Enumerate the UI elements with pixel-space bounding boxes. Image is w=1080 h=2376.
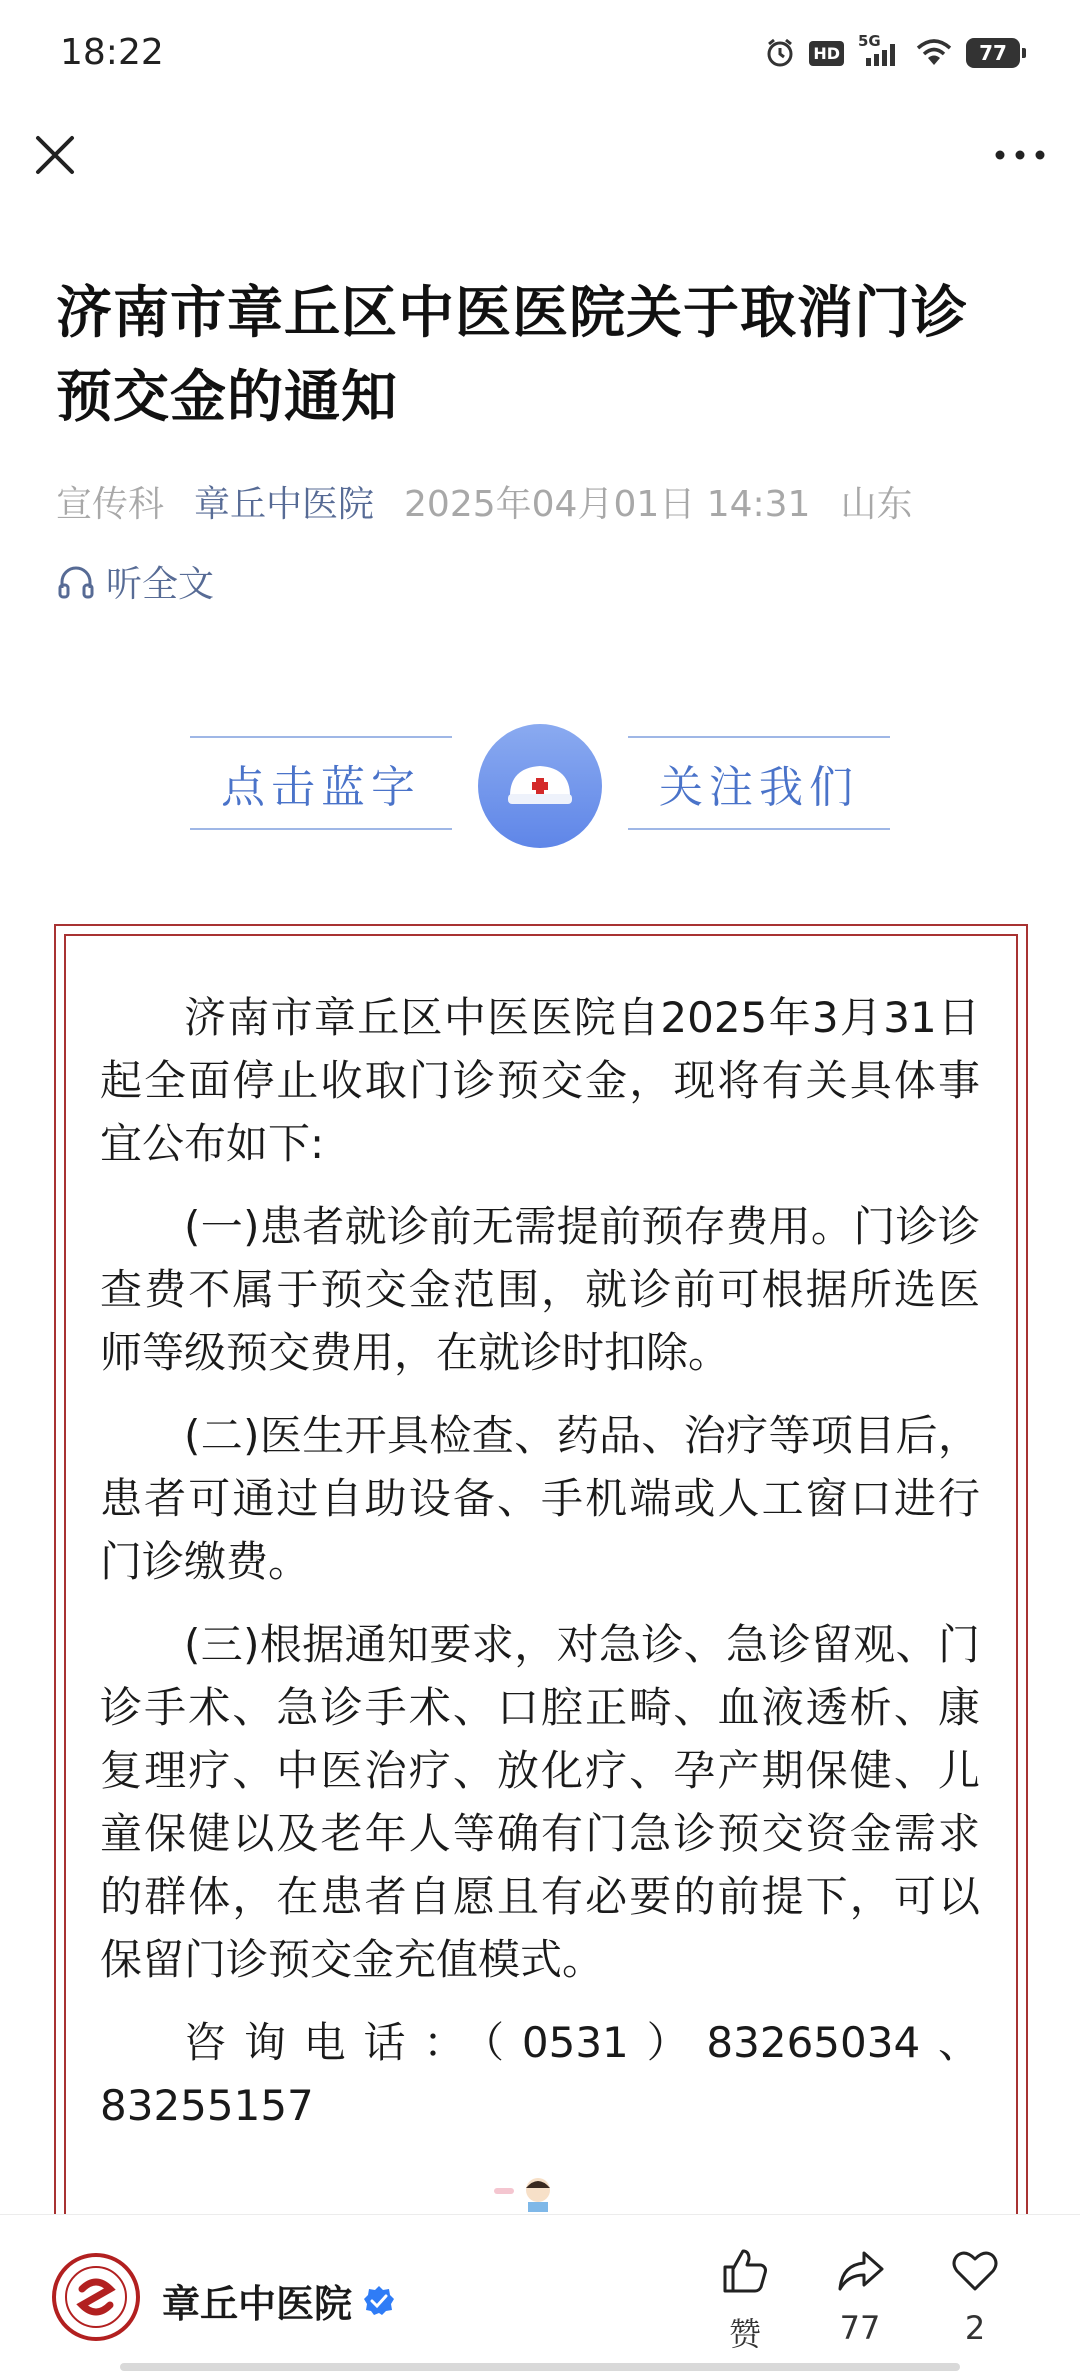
- alarm-icon: [765, 38, 795, 68]
- share-count: 77: [839, 2309, 881, 2347]
- listen-label: 听全文: [106, 564, 215, 605]
- favorite-button[interactable]: [925, 2245, 1025, 2347]
- more-options-icon[interactable]: [990, 135, 1050, 175]
- like-label: 赞: [728, 2315, 761, 2353]
- like-button[interactable]: [695, 2245, 795, 2355]
- bottom-bar: [0, 2214, 1080, 2376]
- favorite-count: 2: [964, 2309, 986, 2347]
- hd-badge: HD: [809, 41, 844, 66]
- article-meta: [56, 476, 1056, 527]
- account-avatar[interactable]: [52, 2253, 140, 2341]
- notice-paragraph: (三)根据通知要求，对急诊、急诊留观、门诊手术、急诊手术、口腔正畸、血液透析、康复理疗、中医治疗、放化疗、孕产期保健、儿童保健以及老年人等确有门急诊预交资金需求的群体，在患者自愿且有必要的前提下，可以保留门诊预交金充值模式。: [100, 1620, 980, 1984]
- battery-icon: [966, 38, 1020, 68]
- article-datetime: 2025年04月01日 14:31: [404, 484, 811, 525]
- nurse-figure-icon: [490, 2172, 570, 2212]
- network-label: 5G: [858, 32, 881, 50]
- follow-banner[interactable]: [190, 720, 890, 850]
- close-icon[interactable]: [30, 130, 80, 180]
- status-bar: [0, 0, 1080, 110]
- headphones-icon: [56, 562, 96, 602]
- share-button[interactable]: [810, 2245, 910, 2347]
- notice-contact-phone: 咨询电话：（0531）83265034、83255157: [100, 2018, 980, 2130]
- article-author: 宣传科: [56, 484, 165, 525]
- follow-left-text: 点击蓝字: [190, 736, 452, 830]
- notice-paragraph: (一)患者就诊前无需提前预存费用。门诊诊查费不属于预交金范围，就诊前可根据所选医师等级预交费用，在就诊时扣除。: [100, 1202, 980, 1377]
- battery-level: 77: [979, 41, 1007, 65]
- follow-right-text: 关注我们: [628, 736, 890, 830]
- account-name[interactable]: [162, 2273, 396, 2328]
- notice-paragraph: (二)医生开具检查、药品、治疗等项目后，患者可通过自助设备、手机端或人工窗口进行门诊缴费。: [100, 1411, 980, 1586]
- account-name-label: 章丘中医院: [162, 2282, 353, 2326]
- home-indicator: [120, 2363, 960, 2371]
- article-account-link[interactable]: 章丘中医院: [194, 484, 375, 525]
- heart-icon: [949, 2245, 1001, 2297]
- thumbs-up-icon: [719, 2245, 771, 2297]
- article-location: 山东: [840, 484, 913, 525]
- nav-bar: [0, 120, 1080, 200]
- wifi-icon: [916, 38, 952, 68]
- share-icon: [834, 2245, 886, 2297]
- signal-icon: [858, 32, 902, 68]
- status-icons: [765, 32, 1020, 68]
- notice-body: [100, 986, 980, 2157]
- listen-button[interactable]: [56, 556, 214, 607]
- verified-icon: [362, 2284, 396, 2318]
- notice-paragraph: 济南市章丘区中医医院自2025年3月31日起全面停止收取门诊预交金，现将有关具体事宜公布如下:: [100, 993, 980, 1168]
- status-time: 18:22: [60, 32, 164, 73]
- nurse-cap-icon: [478, 724, 602, 848]
- article-title: 济南市章丘区中医医院关于取消门诊预交金的通知: [56, 281, 968, 430]
